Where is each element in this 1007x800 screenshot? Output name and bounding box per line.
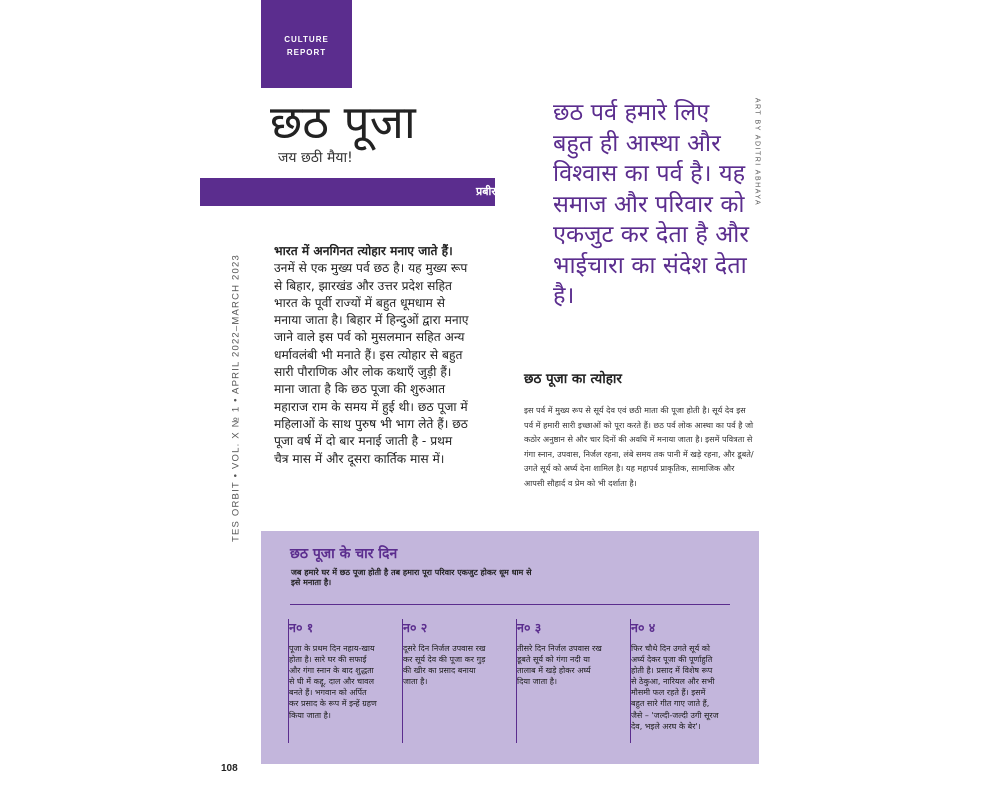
body-text: उनमें से एक मुख्य पर्व छठ है। यह मुख्य रूप से बिहार, झारखंड और उत्तर प्रदेश सहित भारत के पूर्वी राज्यों में बहुत धूमधाम से मनाया जाता है। बिहार में हिन्दुओं द्वारा मनाए जाने वाले इस पर्व को मुसलमान सहित अन्य धर्मावलंबी भी मनाते हैं। इस त्योहार से बहुत सारी पौराणिक और लोक कथाएँ जुड़ी हैं। माना जाता है कि छठ पूजा की शुरुआत महाराज राम के समय में हुई थी। छठ पूजा में महिलाओं के साथ पुरुष भी भाग लेते हैं। छठ पूजा वर्ष में दो बार मनाई जाती है - प्रथम चैत्र मास में और दूसरा कार्तिक मास में।	[274, 261, 469, 466]
author-byline: प्रबीर किशन | छात्र	[476, 185, 553, 198]
tag-line-culture: CULTURE	[284, 35, 329, 44]
article-title: छठ पूजा	[270, 95, 416, 149]
art-credit-text: ART BY ADITRI ABHAYA	[753, 97, 761, 207]
day-column-1	[288, 619, 381, 743]
culture-report-tag	[261, 0, 352, 88]
day-description: पूजा के प्रथम दिन नहाय-खाय होता है। सारे घर की सफाई और गंगा स्नान के बाद शुद्धता से घी में कद्दू, दाल और चावल बनते हैं। भगवान को अर्पित कर प्रसाद के रूप में इन्हें ग्रहण किया जाता है।	[289, 644, 377, 720]
page-number: 108	[221, 763, 238, 774]
four-days-subtitle: जब हमारे घर में छठ पूजा होती है तब हमारा पूरा परिवार एकजुट होकर धूम धाम से इसे मनाता है।	[291, 568, 532, 587]
tag-line-report: REPORT	[286, 48, 327, 57]
four-days-title: छठ पूजा के चार दिन	[290, 546, 398, 562]
day-column-4	[630, 619, 723, 743]
byline-bar	[200, 178, 553, 206]
day-column-2	[402, 619, 495, 743]
section-paragraph: इस पर्व में मुख्य रूप से सूर्य देव एवं छठी माता की पूजा होती है। सूर्य देव इस पर्व में हमारी सारी इच्छाओं को पूरा करते हैं। छठ पर्व लोक आस्था का पर्व है जो कठोर अनुष्ठान से और चार दिनों की अवधि में मनाया जाता है। इसमें पवित्रता से गंगा स्नान, उपवास, निर्जल रहना, लंबे समय तक पानी में खड़े रहना, और डूबते/उगते सूर्य को अर्घ्य देना शामिल है। यह महापर्व प्राकृतिक, सामाजिक और आपसी सौहार्द व प्रेम को भी दर्शाता है।	[524, 405, 754, 488]
article-subtitle: जय छठी मैया!	[278, 150, 353, 166]
day-number: न० २	[403, 620, 428, 635]
day-number: न० १	[289, 620, 314, 635]
day-number: न० ४	[631, 620, 656, 635]
body-paragraph	[274, 243, 470, 468]
day-description: दूसरे दिन निर्जल उपवास रख कर सूर्य देव की पूजा कर गुड़ की खीर का प्रसाद बनाया जाता है।	[403, 644, 486, 687]
day-number: न० ३	[517, 620, 542, 635]
pull-quote: छठ पर्व हमारे लिए बहुत ही आस्था और विश्वास का पर्व है। यह समाज और परिवार को एकजुट कर देता है और भाईचारा का संदेश देता है।	[553, 98, 749, 309]
divider	[290, 604, 730, 605]
four-days-box	[261, 531, 759, 764]
section-heading: छठ पूजा का त्योहार	[524, 371, 622, 387]
day-column-3	[516, 619, 609, 743]
day-description: तीसरे दिन निर्जल उपवास रख डूबते सूर्य को गंगा नदी या तालाब में खड़े होकर अर्घ्य दिया जाता है।	[517, 644, 602, 687]
body-lead: भारत में अनगिनत त्योहार मनाए जाते हैं।	[274, 244, 453, 258]
publication-info-text: TES ORBIT • VOL. X № 1 • APRIL 2022–MARCH 2023	[230, 253, 242, 543]
day-description: फिर चौथे दिन उगते सूर्य को अर्घ्य देकर पूजा की पूर्णाहुति होती है। प्रसाद में विशेष रूप से ठेकुआ, नारियल और सभी मौसमी फल रहते हैं। इसमें बहुत सारे गीत गाए जाते हैं, जैसे – 'जल्दी-जल्दी उगी सूरज देव, भइले अरघ के बेर'।	[631, 644, 719, 731]
